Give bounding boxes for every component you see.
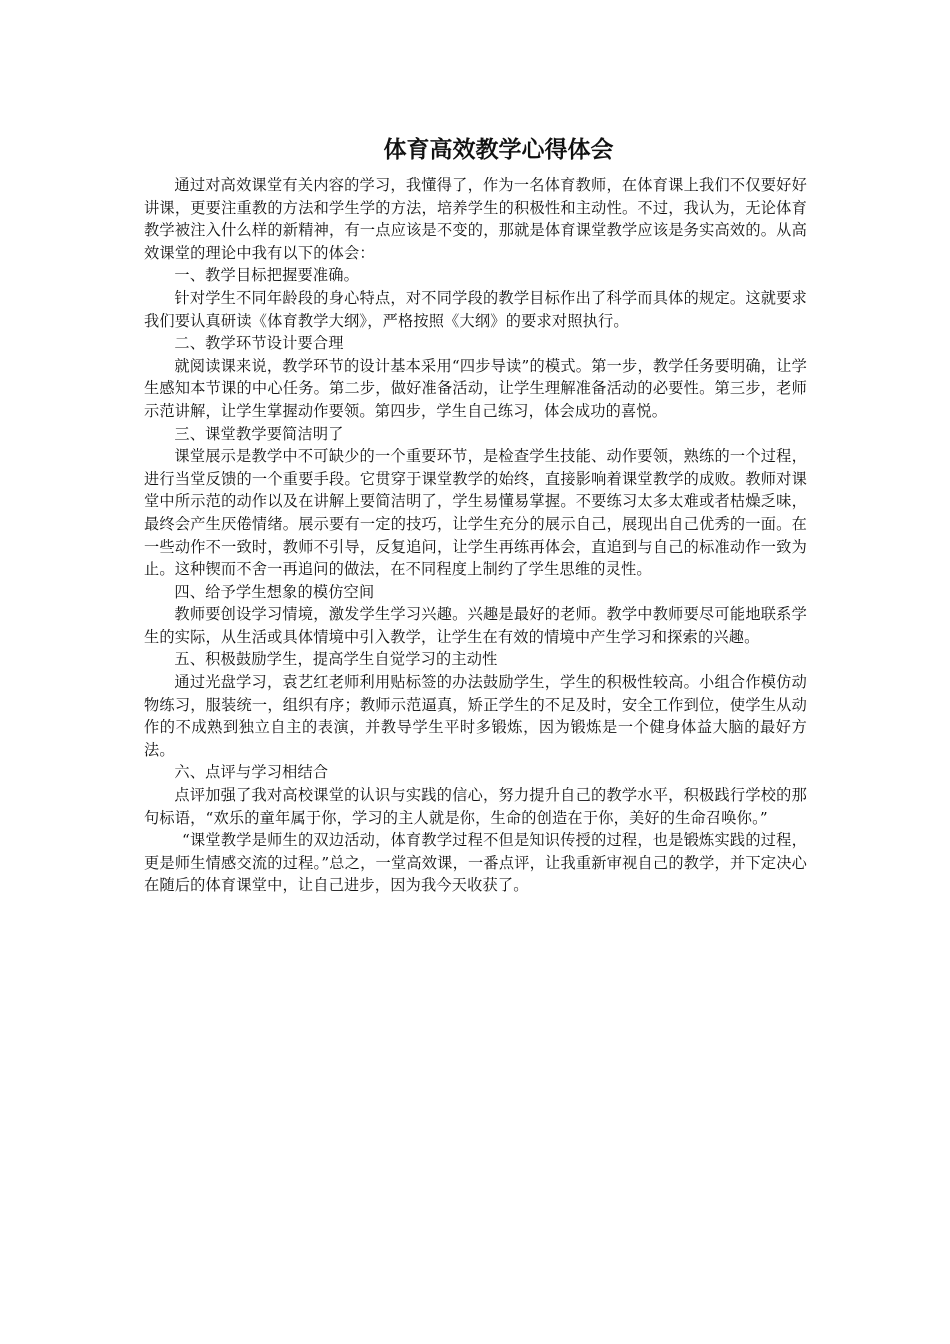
- section-heading-4: 四、给予学生想象的模仿空间: [174, 582, 375, 601]
- section-heading-5: 五、积极鼓励学生，提高学生自觉学习的主动性: [174, 650, 498, 669]
- section-heading-1: 一、教学目标把握要准确。: [174, 266, 360, 285]
- section-heading-2: 二、教学环节设计要合理: [174, 334, 344, 353]
- section-body-5: 通过光盘学习，袁艺红老师利用贴标签的办法鼓励学生，学生的积极性较高。小组合作模仿动物练习，服装统一，组织有序；教师示范逼真，矫正学生的不足及时，安全工作到位，使学生从动作的不成熟到独立自主的表演，并教导学生平时多锻炼，因为锻炼是一个健身体益大脑的最好方法。: [144, 673, 807, 759]
- document-title: 体育高效教学心得体会: [383, 136, 614, 163]
- closing-paragraph: “课堂教学是师生的双边活动，体育教学过程不但是知识传授的过程，也是锻炼实践的过程，更是师生情感交流的过程。”总之，一堂高效课，一番点评，让我重新审视自己的教学，并下定决心在随后的体育课堂中，让自己进步，因为我今天收获了。: [144, 831, 807, 895]
- section-body-6: 点评加强了我对高校课堂的认识与实践的信心，努力提升自己的教学水平，积极践行学校的那句标语，“欢乐的童年属于你，学习的主人就是你，生命的创造在于你，美好的生命召唤你。”: [144, 786, 807, 827]
- section-heading-3: 三、课堂教学要简洁明了: [174, 424, 344, 443]
- section-body-2: 就阅读课来说，教学环节的设计基本采用“四步导读”的模式。第一步，教学任务要明确，让学生感知本节课的中心任务。第二步，做好准备活动，让学生理解准备活动的必要性。第三步，老师示范讲解，让学生掌握动作要领。第四步，学生自己练习，体会成功的喜悦。: [144, 356, 807, 420]
- document-page: [144, 130, 807, 897]
- section-body-4: 教师要创设学习情境，激发学生学习兴趣。兴趣是最好的老师。教学中教师要尽可能地联系学生的实际，从生活或具体情境中引入教学，让学生在有效的情境中产生学习和探索的兴趣。: [144, 605, 807, 646]
- intro-paragraph: 通过对高效课堂有关内容的学习，我懂得了，作为一名体育教师，在体育课上我们不仅要好好讲课，更要注重教的方法和学生学的方法，培养学生的积极性和主动性。不过，我认为，无论体育教学被注入什么样的新精神，有一点应该是不变的，那就是体育课堂教学应该是务实高效的。从高效课堂的理论中我有以下的体会：: [144, 176, 807, 262]
- section-body-1: 针对学生不同年龄段的身心特点，对不同学段的教学目标作出了科学而具体的规定。这就要求我们要认真研读《体育教学大纲》，严格按照《大纲》的要求对照执行。: [144, 288, 807, 330]
- section-body-3: 课堂展示是教学中不可缺少的一个重要环节，是检查学生技能、动作要领，熟练的一个过程，进行当堂反馈的一个重要手段。它贯穿于课堂教学的始终，直接影响着课堂教学的成败。教师对课堂中所示范的动作以及在讲解上要简洁明了，学生易懂易掌握。不要练习太多太难或者枯燥乏味，最终会产生厌倦情绪。展示要有一定的技巧，让学生充分的展示自己，展现出自己优秀的一面。在一些动作不一致时，教师不引导，反复追问，让学生再练再体会，直追到与自己的标准动作一致为止。这种锲而不舍一再追问的做法，在不同程度上制约了学生思维的灵性。: [144, 447, 807, 579]
- section-heading-6: 六、点评与学习相结合: [174, 763, 329, 782]
